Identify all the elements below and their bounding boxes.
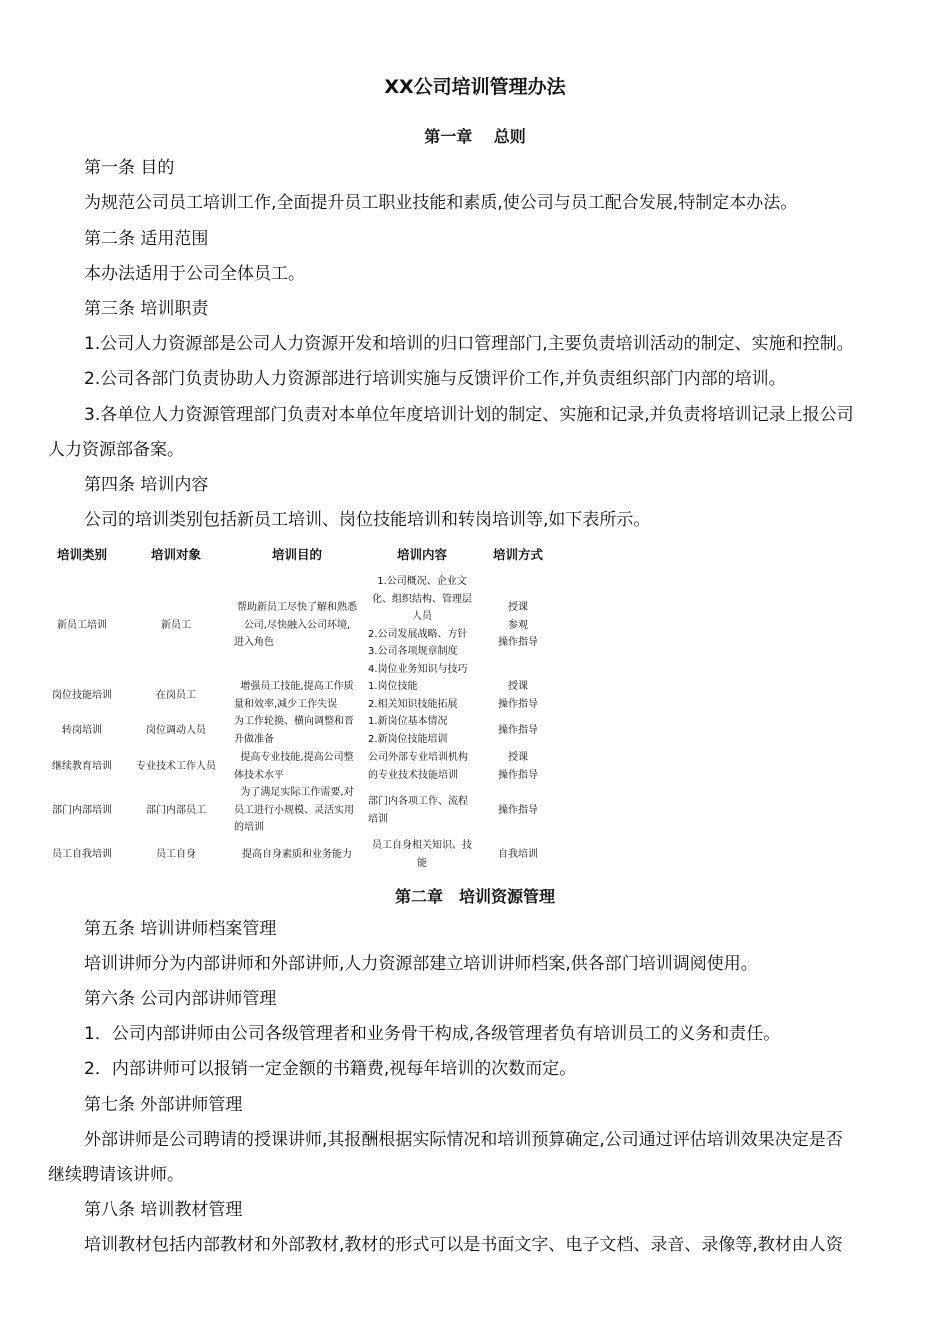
table-cell-method: 授课 操作指导 bbox=[498, 752, 538, 781]
table-cell-content: 部门内各项工作、流程 培训 bbox=[368, 796, 468, 825]
table-cell-category: 继续教育培训 bbox=[52, 761, 112, 772]
table-cell-method: 操作指导 bbox=[498, 725, 538, 736]
table-cell-category: 新员工培训 bbox=[57, 620, 107, 631]
article-7-text-cont: 继续聘请该讲师。 bbox=[48, 1165, 184, 1185]
table-cell-target: 在岗员工 bbox=[156, 690, 196, 701]
table-cell-method: 授课 操作指导 bbox=[498, 681, 538, 710]
chapter-2-heading: 第二章 培训资源管理 bbox=[394, 887, 555, 906]
table-cell-purpose: 为了满足实际工作需要,对 员工进行小规模、灵活实用 的培训 bbox=[234, 787, 354, 833]
table-header-category: 培训类别 bbox=[56, 547, 107, 562]
table-cell-target: 员工自身 bbox=[156, 849, 196, 860]
table-cell-category: 员工自我培训 bbox=[52, 849, 112, 860]
article-5-text: 培训讲师分为内部讲师和外部讲师,人力资源部建立培训讲师档案,供各部门培训调阅使用。 bbox=[84, 954, 758, 974]
article-6-heading: 第六条 公司内部讲师管理 bbox=[84, 989, 277, 1009]
table-header-purpose: 培训目的 bbox=[271, 547, 322, 562]
article-8-text: 培训教材包括内部教材和外部教材,教材的形式可以是书面文字、电子文档、录音、录像等,教材由人资 bbox=[84, 1235, 843, 1255]
chapter-1-heading: 第一章 总则 bbox=[424, 127, 526, 146]
article-3-item-2: 2.公司各部门负责协助人力资源部进行培训实施与反馈评价工作,并负责组织部门内部的培训。 bbox=[84, 369, 786, 389]
document-title: XX公司培训管理办法 bbox=[384, 76, 566, 98]
table-cell-method: 自我培训 bbox=[498, 849, 538, 860]
article-8-heading: 第八条 培训教材管理 bbox=[84, 1200, 243, 1220]
table-header-content: 培训内容 bbox=[396, 547, 447, 562]
article-6-item-1: 1．公司内部讲师由公司各级管理者和业务骨干构成,各级管理者负有培训员工的义务和责任。 bbox=[84, 1024, 781, 1044]
article-4-text: 公司的培训类别包括新员工培训、岗位技能培训和转岗培训等,如下表所示。 bbox=[84, 510, 651, 530]
table-cell-category: 部门内部培训 bbox=[52, 805, 112, 816]
table-cell-method: 授课 参观 操作指导 bbox=[498, 602, 538, 648]
table-cell-purpose: 增强员工技能,提高工作质 量和效率,减少工作失误 bbox=[234, 681, 354, 710]
article-3-item-1: 1.公司人力资源部是公司人力资源开发和培训的归口管理部门,主要负责培训活动的制定、实施和控制。 bbox=[84, 334, 854, 354]
article-1-text: 为规范公司员工培训工作,全面提升员工职业技能和素质,使公司与员工配合发展,特制定本办法。 bbox=[84, 193, 798, 213]
article-7-heading: 第七条 外部讲师管理 bbox=[84, 1095, 243, 1115]
article-3-heading: 第三条 培训职责 bbox=[84, 299, 209, 319]
table-cell-purpose: 提高专业技能,提高公司整 体技术水平 bbox=[234, 752, 354, 781]
table-cell-category: 转岗培训 bbox=[62, 725, 102, 736]
table-cell-content: 员工自身相关知识、技 能 bbox=[372, 840, 472, 869]
table-cell-purpose: 为工作轮换、横向调整和晋 升做准备 bbox=[234, 716, 354, 745]
article-2-heading: 第二条 适用范围 bbox=[84, 229, 209, 249]
table-cell-purpose: 提高自身素质和业务能力 bbox=[242, 849, 352, 860]
article-1-heading: 第一条 目的 bbox=[84, 158, 175, 178]
article-5-heading: 第五条 培训讲师档案管理 bbox=[84, 919, 277, 939]
table-cell-category: 岗位技能培训 bbox=[52, 690, 112, 701]
article-3-item-3: 3.各单位人力资源管理部门负责对本单位年度培训计划的制定、实施和记录,并负责将培训记录上报公司 bbox=[84, 405, 854, 425]
article-4-heading: 第四条 培训内容 bbox=[84, 475, 209, 495]
table-cell-target: 岗位调动人员 bbox=[146, 725, 206, 736]
article-2-text: 本办法适用于公司全体员工。 bbox=[84, 264, 305, 284]
table-cell-content: 1.公司概况、企业文 化、组织结构、管理层 人员 2.公司发展战略、方针 3.公司各项规章制度 4.岗位业务知识与技巧 bbox=[368, 576, 472, 675]
table-header-method: 培训方式 bbox=[492, 547, 543, 562]
table-cell-method: 操作指导 bbox=[498, 805, 538, 816]
article-3-item-3-cont: 人力资源部备案。 bbox=[48, 440, 184, 460]
article-7-text: 外部讲师是公司聘请的授课讲师,其报酬根据实际情况和培训预算确定,公司通过评估培训效果决定是否 bbox=[84, 1130, 843, 1150]
table-cell-content: 1.岗位技能 2.相关知识技能拓展 bbox=[368, 681, 458, 710]
table-cell-content: 公司外部专业培训机构 的专业技术技能培训 bbox=[368, 752, 468, 781]
article-6-item-2: 2．内部讲师可以报销一定金额的书籍费,视每年培训的次数而定。 bbox=[84, 1059, 577, 1079]
table-header-target: 培训对象 bbox=[150, 547, 201, 562]
table-cell-content: 1.新岗位基本情况 2.新岗位技能培训 bbox=[368, 716, 448, 745]
table-cell-target: 新员工 bbox=[161, 620, 191, 631]
table-cell-target: 专业技术工作人员 bbox=[136, 761, 216, 772]
table-cell-target: 部门内部员工 bbox=[146, 805, 206, 816]
table-cell-purpose: 帮助新员工尽快了解和熟悉 公司,尽快融入公司环境, 进入角色 bbox=[234, 602, 357, 648]
